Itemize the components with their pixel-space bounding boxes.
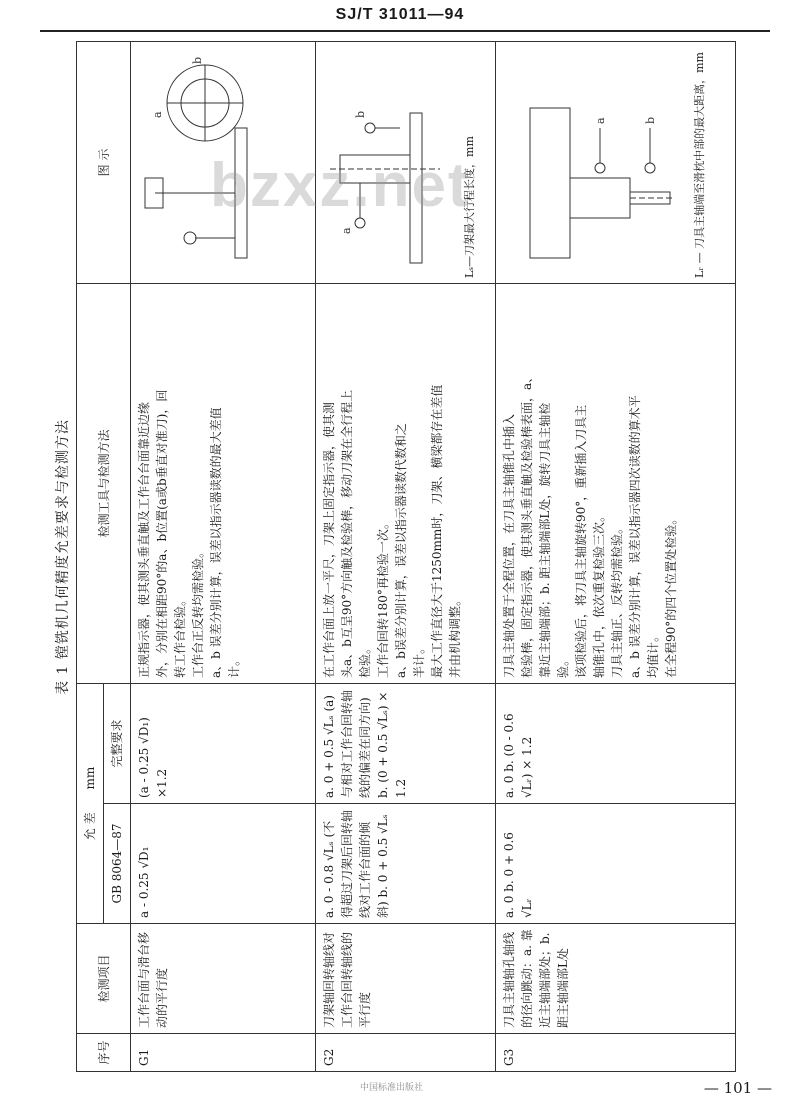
method-line: 计。 — [227, 653, 241, 678]
cell-seq: G2 — [316, 1034, 496, 1072]
cell-complete: a. 0 + 0.5 √Lₛ (a) 与相对工作台回转轴线的偏差在同方向) b. (0 + 0.5 √Lₛ) × 1.2 — [316, 683, 496, 803]
header-method: 检测工具与检测方法 — [77, 283, 131, 683]
svg-text:b: b — [644, 116, 657, 124]
svg-text:b: b — [191, 56, 204, 64]
cell-item: 刀架轴回转轴线对工作台回转轴线的平行度 — [316, 924, 496, 1034]
figure-g3 — [496, 41, 736, 283]
method-line: a、b 误差分别计算，误差以指示器四次读数的算术平 — [628, 395, 642, 678]
spindle-runout-diagram — [500, 48, 690, 278]
header-figure: 图 示 — [77, 41, 131, 283]
method-line: 头a、b互呈90°方向触及检验棒，移动刀架在全行程上 — [340, 389, 354, 678]
method-line: 最大工作直径大于1250mm时，刀架、横梁都存在差值 — [430, 384, 444, 678]
cell-seq: G1 — [131, 1034, 316, 1072]
cell-method — [316, 283, 496, 683]
header-complete: 完整要求 — [104, 683, 131, 803]
header-item: 检测项目 — [77, 924, 131, 1034]
cell-gb: a. 0 - 0.8 √Lₛ (不得超过刀架后回转轴线对工作台面的倾斜) b. 0 + 0.5 √Lₛ — [316, 804, 496, 924]
header-unit: mm — [83, 766, 97, 790]
header-tolerance-label: 允 差 — [83, 812, 97, 841]
method-line: a、b 误差分别计算，误差以指示器读数的最大差值 — [209, 407, 223, 678]
table-row — [496, 41, 736, 1071]
cell-seq: G3 — [496, 1034, 736, 1072]
method-line: 正规指示器，使其测头垂直触及工作台台面靠近边缘 — [137, 401, 151, 678]
figure-label: Lᵣ — 刀具主轴端至滑枕中部的最大距离，mm — [693, 52, 706, 278]
method-line: 靠近主轴端部；b. 距主轴端部L处，旋转刀具主轴检 — [538, 402, 552, 678]
cell-item: 刀具主轴轴孔轴线的径向跳动：a. 靠近主轴端部处；b. 距主轴端部L处 — [496, 924, 736, 1034]
svg-text:a: a — [151, 111, 164, 118]
header-rule — [40, 30, 770, 32]
standard-number: SJ/T 31011—94 — [335, 6, 465, 23]
method-line: 检验棒，固定指示器，使其测头垂直触及检验棒表面，a、 — [520, 370, 534, 678]
method-line: 外，分别在相距90°的a、b位置(a或b垂直对准刀)，回 — [155, 389, 169, 678]
method-line: 工作台正反转均需检验。 — [191, 545, 205, 678]
method-line: 在工作台面上放一平尺，刀架上固定指示器，使其测 — [322, 401, 336, 678]
cell-gb: a - 0.25 √D₁ — [131, 804, 316, 924]
watermark-text: bzxz.net — [210, 151, 471, 220]
header-tolerance — [77, 683, 104, 923]
cell-complete: (a - 0.25 √D₁) ×1.2 — [131, 683, 316, 803]
cell-complete: a. 0 b. (0 - 0.6 √Lᵣ) × 1.2 — [496, 683, 736, 803]
figure-label: Lₛ—刀架最大行程长度，mm — [463, 136, 476, 278]
svg-text:b: b — [354, 110, 367, 118]
footer-mark: 中国标准出版社 — [360, 1083, 424, 1093]
page-number: — 101 — — [703, 1079, 772, 1097]
cell-gb: a. 0 b. 0 + 0.6 √Lᵣ — [496, 804, 736, 924]
method-line: 均值计。 — [646, 629, 660, 678]
method-line: 工作台回转180°再检验一次。 — [376, 517, 390, 678]
cell-item: 工作台面与滑台移动的平行度 — [131, 924, 316, 1034]
method-line: 在全程90°的四个位置处检验。 — [664, 512, 678, 678]
method-line: 验。 — [556, 653, 570, 678]
method-line: 半计。 — [412, 641, 426, 678]
header-gb: GB 8064—87 — [104, 804, 131, 924]
cell-method — [131, 283, 316, 683]
method-line: 转工作台检验。 — [173, 593, 187, 678]
cell-method — [496, 283, 736, 683]
svg-text:a: a — [594, 117, 607, 124]
method-line: 刀具主轴处置于全程位置，在刀具主轴锥孔中插入 — [502, 413, 516, 678]
method-line: a、b误差分别计算，误差以指示器读数代数和之 — [394, 423, 408, 678]
method-line: 刀具主轴正、反转均需检验。 — [610, 521, 624, 678]
method-line: 检验。 — [358, 641, 372, 678]
table-caption: 表 1 镗铣机几何精度允差要求与检测方法 — [55, 419, 71, 695]
method-line: 轴锥孔中，依次重复检验三次。 — [592, 509, 606, 678]
method-line: 并由机构调整。 — [448, 593, 462, 678]
header-seq: 序号 — [77, 1034, 131, 1072]
svg-text:a: a — [340, 227, 353, 234]
method-line: 该项检验后，将刀具主轴旋转90°，重新插入刀具主 — [574, 404, 588, 678]
